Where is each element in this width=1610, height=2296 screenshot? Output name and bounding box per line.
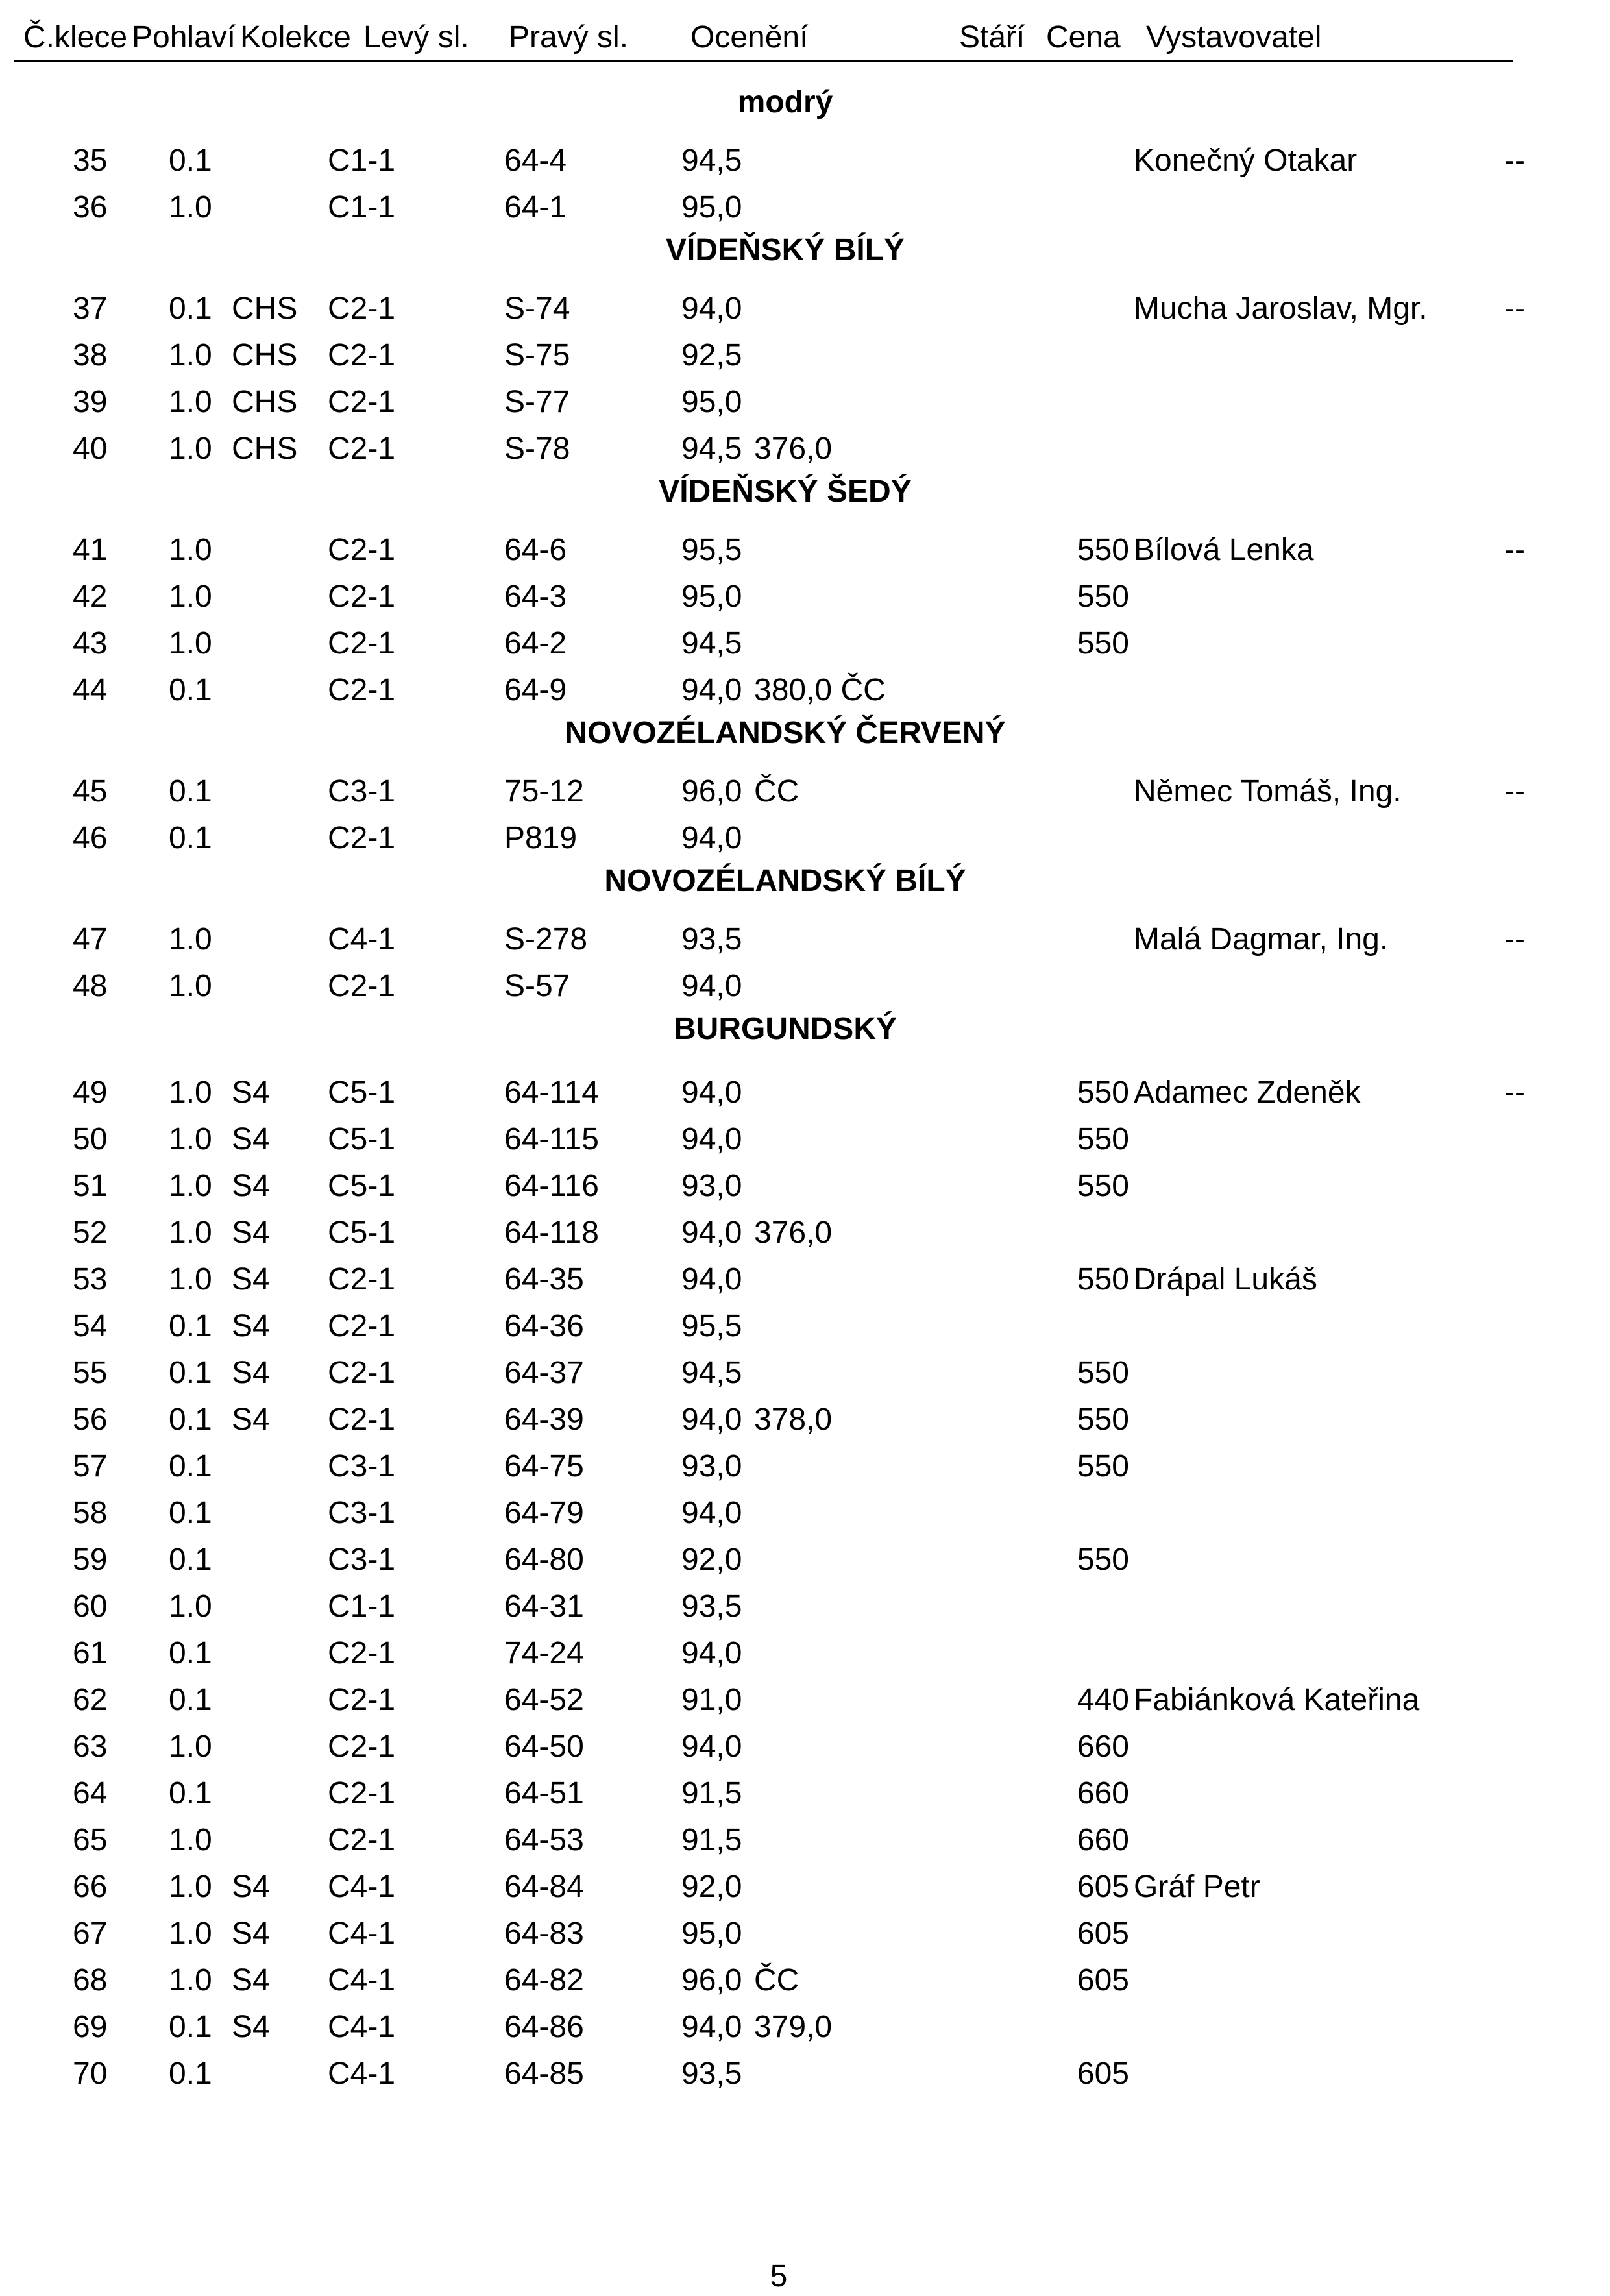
cell-left-ear-tattoo: C3-1 bbox=[328, 774, 396, 809]
cell-cage-number: 54 bbox=[73, 1309, 108, 1343]
cell-cage-number: 62 bbox=[73, 1683, 108, 1717]
cell-cage-number: 63 bbox=[73, 1729, 108, 1764]
cell-left-ear-tattoo: C2-1 bbox=[328, 1683, 396, 1717]
cell-collection: S4 bbox=[232, 1262, 270, 1297]
cell-sex: 1.0 bbox=[169, 533, 212, 567]
cell-collection: CHS bbox=[232, 291, 298, 326]
cell-sex: 0.1 bbox=[169, 1402, 212, 1437]
cell-left-ear-tattoo: C3-1 bbox=[328, 1449, 396, 1484]
cell-sex: 1.0 bbox=[169, 626, 212, 661]
cell-cage-number: 59 bbox=[73, 1543, 108, 1577]
cell-right-ear-tattoo: 64-50 bbox=[504, 1729, 584, 1764]
cell-cage-number: 52 bbox=[73, 1215, 108, 1250]
table-row bbox=[0, 815, 1610, 862]
cell-cage-number: 36 bbox=[73, 190, 108, 225]
cell-score: 91,0 bbox=[681, 1683, 742, 1717]
cell-right-ear-tattoo: S-74 bbox=[504, 291, 570, 326]
cell-right-ear-tattoo: 64-85 bbox=[504, 2057, 584, 2091]
cell-sex: 1.0 bbox=[169, 1963, 212, 1997]
cell-sex: 1.0 bbox=[169, 969, 212, 1003]
cell-collection: CHS bbox=[232, 338, 298, 372]
cell-left-ear-tattoo: C3-1 bbox=[328, 1496, 396, 1530]
cell-left-ear-tattoo: C2-1 bbox=[328, 385, 396, 419]
table-row bbox=[0, 1397, 1610, 1443]
cell-left-ear-tattoo: C2-1 bbox=[328, 1262, 396, 1297]
cell-score: 94,0 bbox=[681, 1075, 742, 1110]
cell-sex: 0.1 bbox=[169, 143, 212, 178]
table-row bbox=[0, 1116, 1610, 1163]
cell-collection-total: 380,0 ČC bbox=[754, 673, 886, 707]
cell-score: 94,0 bbox=[681, 673, 742, 707]
cell-left-ear-tattoo: C2-1 bbox=[328, 1636, 396, 1670]
cell-cage-number: 66 bbox=[73, 1870, 108, 1904]
cell-right-ear-tattoo: 64-1 bbox=[504, 190, 567, 225]
table-row bbox=[0, 1163, 1610, 1210]
cell-right-ear-tattoo: S-57 bbox=[504, 969, 570, 1003]
cell-left-ear-tattoo: C2-1 bbox=[328, 1823, 396, 1857]
table-row bbox=[0, 963, 1610, 1010]
table-row bbox=[0, 184, 1610, 231]
cell-cage-number: 41 bbox=[73, 533, 108, 567]
cell-right-ear-tattoo: 64-82 bbox=[504, 1963, 584, 1997]
cell-exhibitor: Drápal Lukáš bbox=[1134, 1262, 1317, 1297]
cell-right-ear-tattoo: 64-53 bbox=[504, 1823, 584, 1857]
cell-cage-number: 50 bbox=[73, 1122, 108, 1156]
cell-left-ear-tattoo: C2-1 bbox=[328, 626, 396, 661]
table-row bbox=[0, 574, 1610, 620]
table-row bbox=[0, 332, 1610, 379]
cell-price: 550 bbox=[1077, 1543, 1129, 1577]
cell-price: 550 bbox=[1077, 1169, 1129, 1203]
table-row bbox=[0, 768, 1610, 815]
header-sex: Pohlaví bbox=[132, 20, 236, 55]
cell-right-ear-tattoo: 64-80 bbox=[504, 1543, 584, 1577]
cell-right-ear-tattoo: S-77 bbox=[504, 385, 570, 419]
cell-collection: S4 bbox=[232, 2010, 270, 2044]
cell-exhibitor: Gráf Petr bbox=[1134, 1870, 1260, 1904]
cell-sex: 1.0 bbox=[169, 1589, 212, 1624]
cell-right-ear-tattoo: S-278 bbox=[504, 922, 588, 957]
cell-right-ear-tattoo: 64-39 bbox=[504, 1402, 584, 1437]
cell-cage-number: 47 bbox=[73, 922, 108, 957]
cell-sex: 0.1 bbox=[169, 673, 212, 707]
cell-score: 94,5 bbox=[681, 626, 742, 661]
cell-score: 92,5 bbox=[681, 338, 742, 372]
table-row bbox=[0, 1069, 1610, 1116]
cell-collection: CHS bbox=[232, 432, 298, 466]
cell-exhibitor: Adamec Zdeněk bbox=[1134, 1075, 1361, 1110]
table-row bbox=[0, 286, 1610, 332]
cell-left-ear-tattoo: C2-1 bbox=[328, 432, 396, 466]
cell-right-ear-tattoo: 64-35 bbox=[504, 1262, 584, 1297]
cell-left-ear-tattoo: C4-1 bbox=[328, 922, 396, 957]
cell-right-ear-tattoo: 64-6 bbox=[504, 533, 567, 567]
breed-heading: NOVOZÉLANDSKÝ BÍLÝ bbox=[604, 864, 966, 898]
header-collection: Kolekce bbox=[240, 20, 351, 55]
cell-sex: 1.0 bbox=[169, 1729, 212, 1764]
cell-score: 95,5 bbox=[681, 533, 742, 567]
cell-collection: S4 bbox=[232, 1402, 270, 1437]
cell-left-ear-tattoo: C4-1 bbox=[328, 1916, 396, 1951]
cell-score: 94,0 bbox=[681, 1215, 742, 1250]
cell-score: 93,5 bbox=[681, 922, 742, 957]
cell-cage-number: 55 bbox=[73, 1356, 108, 1390]
cell-score: 92,0 bbox=[681, 1543, 742, 1577]
cell-dash: -- bbox=[1504, 143, 1525, 178]
cell-price: 550 bbox=[1077, 580, 1129, 614]
table-row bbox=[0, 1864, 1610, 1911]
cell-cage-number: 38 bbox=[73, 338, 108, 372]
cell-price: 440 bbox=[1077, 1683, 1129, 1717]
cell-right-ear-tattoo: 64-2 bbox=[504, 626, 567, 661]
cell-left-ear-tattoo: C4-1 bbox=[328, 1963, 396, 1997]
cell-left-ear-tattoo: C2-1 bbox=[328, 338, 396, 372]
cell-collection: S4 bbox=[232, 1075, 270, 1110]
cell-collection: S4 bbox=[232, 1356, 270, 1390]
cell-right-ear-tattoo: 75-12 bbox=[504, 774, 584, 809]
cell-price: 550 bbox=[1077, 1402, 1129, 1437]
cell-sex: 1.0 bbox=[169, 1122, 212, 1156]
table-row bbox=[0, 1770, 1610, 1817]
cell-sex: 0.1 bbox=[169, 1356, 212, 1390]
cell-score: 91,5 bbox=[681, 1823, 742, 1857]
cell-right-ear-tattoo: 64-3 bbox=[504, 580, 567, 614]
cell-left-ear-tattoo: C2-1 bbox=[328, 673, 396, 707]
cell-sex: 1.0 bbox=[169, 338, 212, 372]
header-cage-number: Č.klece bbox=[23, 20, 128, 55]
cell-left-ear-tattoo: C4-1 bbox=[328, 2010, 396, 2044]
cell-left-ear-tattoo: C1-1 bbox=[328, 143, 396, 178]
cell-price: 660 bbox=[1077, 1776, 1129, 1811]
cell-sex: 1.0 bbox=[169, 432, 212, 466]
cell-score: 94,5 bbox=[681, 143, 742, 178]
cell-score: 94,0 bbox=[681, 821, 742, 855]
cell-cage-number: 58 bbox=[73, 1496, 108, 1530]
cell-sex: 0.1 bbox=[169, 291, 212, 326]
cell-sex: 1.0 bbox=[169, 385, 212, 419]
cell-price: 550 bbox=[1077, 1262, 1129, 1297]
cell-left-ear-tattoo: C2-1 bbox=[328, 1776, 396, 1811]
cell-right-ear-tattoo: 64-84 bbox=[504, 1870, 584, 1904]
cell-cage-number: 46 bbox=[73, 821, 108, 855]
cell-dash: -- bbox=[1504, 533, 1525, 567]
cell-right-ear-tattoo: 64-83 bbox=[504, 1916, 584, 1951]
cell-sex: 0.1 bbox=[169, 1309, 212, 1343]
cell-score: 94,0 bbox=[681, 969, 742, 1003]
cell-score: 93,5 bbox=[681, 1589, 742, 1624]
cell-cage-number: 56 bbox=[73, 1402, 108, 1437]
cell-cage-number: 43 bbox=[73, 626, 108, 661]
cell-right-ear-tattoo: S-75 bbox=[504, 338, 570, 372]
page-number: 5 bbox=[770, 2259, 788, 2293]
cell-collection-total: 376,0 bbox=[754, 1215, 833, 1250]
cell-left-ear-tattoo: C5-1 bbox=[328, 1075, 396, 1110]
cell-right-ear-tattoo: 74-24 bbox=[504, 1636, 584, 1670]
cell-sex: 0.1 bbox=[169, 2057, 212, 2091]
table-row bbox=[0, 138, 1610, 184]
table-row bbox=[0, 1724, 1610, 1770]
table-row bbox=[0, 667, 1610, 714]
cell-score: 94,0 bbox=[681, 1729, 742, 1764]
cell-score: 93,0 bbox=[681, 1449, 742, 1484]
header-rating: Ocenění bbox=[690, 20, 809, 55]
cell-price: 550 bbox=[1077, 1122, 1129, 1156]
table-row bbox=[0, 1630, 1610, 1677]
cell-left-ear-tattoo: C4-1 bbox=[328, 1870, 396, 1904]
cell-left-ear-tattoo: C2-1 bbox=[328, 969, 396, 1003]
cell-score: 94,0 bbox=[681, 1402, 742, 1437]
table-row bbox=[0, 2004, 1610, 2051]
cell-cage-number: 40 bbox=[73, 432, 108, 466]
cell-right-ear-tattoo: 64-31 bbox=[504, 1589, 584, 1624]
cell-sex: 0.1 bbox=[169, 1683, 212, 1717]
breed-heading: BURGUNDSKÝ bbox=[673, 1012, 897, 1046]
table-row bbox=[0, 1537, 1610, 1583]
cell-score: 94,5 bbox=[681, 1356, 742, 1390]
cell-cage-number: 67 bbox=[73, 1916, 108, 1951]
breed-heading: NOVOZÉLANDSKÝ ČERVENÝ bbox=[565, 716, 1006, 750]
cell-price: 550 bbox=[1077, 1356, 1129, 1390]
table-row bbox=[0, 426, 1610, 472]
cell-sex: 0.1 bbox=[169, 2010, 212, 2044]
cell-left-ear-tattoo: C4-1 bbox=[328, 2057, 396, 2091]
cell-right-ear-tattoo: 64-79 bbox=[504, 1496, 584, 1530]
cell-exhibitor: Bílová Lenka bbox=[1134, 533, 1314, 567]
cell-score: 94,0 bbox=[681, 1636, 742, 1670]
cell-collection: S4 bbox=[232, 1215, 270, 1250]
cell-cage-number: 48 bbox=[73, 969, 108, 1003]
cell-right-ear-tattoo: 64-37 bbox=[504, 1356, 584, 1390]
cell-sex: 0.1 bbox=[169, 821, 212, 855]
cell-exhibitor: Konečný Otakar bbox=[1134, 143, 1358, 178]
breed-heading: modrý bbox=[737, 85, 833, 119]
table-row bbox=[0, 1350, 1610, 1397]
cell-score: 94,5 bbox=[681, 432, 742, 466]
cell-left-ear-tattoo: C5-1 bbox=[328, 1169, 396, 1203]
cell-sex: 0.1 bbox=[169, 1496, 212, 1530]
table-row bbox=[0, 379, 1610, 426]
cell-cage-number: 65 bbox=[73, 1823, 108, 1857]
table-row bbox=[0, 2051, 1610, 2097]
cell-sex: 1.0 bbox=[169, 1169, 212, 1203]
cell-score: 95,0 bbox=[681, 385, 742, 419]
cell-right-ear-tattoo: 64-52 bbox=[504, 1683, 584, 1717]
cell-cage-number: 60 bbox=[73, 1589, 108, 1624]
cell-left-ear-tattoo: C2-1 bbox=[328, 533, 396, 567]
table-row bbox=[0, 1443, 1610, 1490]
cell-right-ear-tattoo: 64-118 bbox=[504, 1215, 599, 1250]
cell-cage-number: 68 bbox=[73, 1963, 108, 1997]
cell-collection: CHS bbox=[232, 385, 298, 419]
header-right-ear: Pravý sl. bbox=[509, 20, 629, 55]
cell-left-ear-tattoo: C5-1 bbox=[328, 1122, 396, 1156]
cell-price: 550 bbox=[1077, 533, 1129, 567]
cell-price: 605 bbox=[1077, 2057, 1129, 2091]
cell-cage-number: 35 bbox=[73, 143, 108, 178]
cell-left-ear-tattoo: C2-1 bbox=[328, 1309, 396, 1343]
cell-score: 91,5 bbox=[681, 1776, 742, 1811]
header-divider bbox=[14, 60, 1513, 62]
cell-cage-number: 53 bbox=[73, 1262, 108, 1297]
cell-cage-number: 51 bbox=[73, 1169, 108, 1203]
cell-cage-number: 44 bbox=[73, 673, 108, 707]
table-row bbox=[0, 1911, 1610, 1957]
table-row bbox=[0, 1303, 1610, 1350]
cell-collection-total: 378,0 bbox=[754, 1402, 833, 1437]
table-row bbox=[0, 916, 1610, 963]
cell-score: 96,0 bbox=[681, 1963, 742, 1997]
cell-sex: 1.0 bbox=[169, 1215, 212, 1250]
cell-cage-number: 45 bbox=[73, 774, 108, 809]
cell-right-ear-tattoo: P819 bbox=[504, 821, 578, 855]
cell-sex: 1.0 bbox=[169, 580, 212, 614]
cell-sex: 1.0 bbox=[169, 922, 212, 957]
cell-right-ear-tattoo: 64-114 bbox=[504, 1075, 599, 1110]
cell-sex: 0.1 bbox=[169, 1543, 212, 1577]
table-row bbox=[0, 1957, 1610, 2004]
cell-score: 94,0 bbox=[681, 2010, 742, 2044]
cell-collection: S4 bbox=[232, 1963, 270, 1997]
cell-price: 660 bbox=[1077, 1729, 1129, 1764]
cell-right-ear-tattoo: S-78 bbox=[504, 432, 570, 466]
cell-dash: -- bbox=[1504, 1075, 1525, 1110]
table-row bbox=[0, 1210, 1610, 1256]
cell-right-ear-tattoo: 64-4 bbox=[504, 143, 567, 178]
cell-price: 605 bbox=[1077, 1963, 1129, 1997]
cell-price: 550 bbox=[1077, 626, 1129, 661]
table-row bbox=[0, 1677, 1610, 1724]
table-row bbox=[0, 620, 1610, 667]
cell-dash: -- bbox=[1504, 922, 1525, 957]
cell-cage-number: 42 bbox=[73, 580, 108, 614]
cell-collection: S4 bbox=[232, 1870, 270, 1904]
cell-price: 605 bbox=[1077, 1916, 1129, 1951]
cell-exhibitor: Fabiánková Kateřina bbox=[1134, 1683, 1420, 1717]
cell-left-ear-tattoo: C2-1 bbox=[328, 1402, 396, 1437]
cell-score: 95,5 bbox=[681, 1309, 742, 1343]
header-left-ear: Levý sl. bbox=[363, 20, 469, 55]
cell-dash: -- bbox=[1504, 291, 1525, 326]
cell-dash: -- bbox=[1504, 774, 1525, 809]
cell-cage-number: 61 bbox=[73, 1636, 108, 1670]
cell-sex: 1.0 bbox=[169, 190, 212, 225]
cell-collection-total: 376,0 bbox=[754, 432, 833, 466]
cell-score: 96,0 bbox=[681, 774, 742, 809]
cell-left-ear-tattoo: C1-1 bbox=[328, 1589, 396, 1624]
table-row bbox=[0, 1817, 1610, 1864]
cell-left-ear-tattoo: C2-1 bbox=[328, 821, 396, 855]
cell-score: 95,0 bbox=[681, 190, 742, 225]
cell-cage-number: 37 bbox=[73, 291, 108, 326]
cell-left-ear-tattoo: C2-1 bbox=[328, 1356, 396, 1390]
cell-left-ear-tattoo: C5-1 bbox=[328, 1215, 396, 1250]
cell-cage-number: 39 bbox=[73, 385, 108, 419]
cell-sex: 1.0 bbox=[169, 1870, 212, 1904]
table-row bbox=[0, 1583, 1610, 1630]
cell-right-ear-tattoo: 64-75 bbox=[504, 1449, 584, 1484]
cell-sex: 0.1 bbox=[169, 1776, 212, 1811]
cell-cage-number: 57 bbox=[73, 1449, 108, 1484]
table-row bbox=[0, 1490, 1610, 1537]
cell-score: 93,0 bbox=[681, 1169, 742, 1203]
cell-left-ear-tattoo: C1-1 bbox=[328, 190, 396, 225]
cell-price: 550 bbox=[1077, 1449, 1129, 1484]
cell-score: 95,0 bbox=[681, 1916, 742, 1951]
cell-price: 660 bbox=[1077, 1823, 1129, 1857]
cell-cage-number: 64 bbox=[73, 1776, 108, 1811]
cell-score: 94,0 bbox=[681, 291, 742, 326]
header-age: Stáří bbox=[959, 20, 1025, 55]
cell-collection: S4 bbox=[232, 1916, 270, 1951]
cell-collection: S4 bbox=[232, 1309, 270, 1343]
cell-sex: 1.0 bbox=[169, 1916, 212, 1951]
cell-price: 550 bbox=[1077, 1075, 1129, 1110]
cell-collection-total: 379,0 bbox=[754, 2010, 833, 2044]
cell-sex: 1.0 bbox=[169, 1823, 212, 1857]
cell-score: 94,0 bbox=[681, 1496, 742, 1530]
cell-sex: 1.0 bbox=[169, 1262, 212, 1297]
cell-sex: 1.0 bbox=[169, 1075, 212, 1110]
cell-left-ear-tattoo: C3-1 bbox=[328, 1543, 396, 1577]
cell-collection-total: ČC bbox=[754, 774, 799, 809]
cell-right-ear-tattoo: 64-116 bbox=[504, 1169, 599, 1203]
cell-cage-number: 70 bbox=[73, 2057, 108, 2091]
cell-cage-number: 69 bbox=[73, 2010, 108, 2044]
cell-left-ear-tattoo: C2-1 bbox=[328, 580, 396, 614]
cell-sex: 0.1 bbox=[169, 774, 212, 809]
cell-right-ear-tattoo: 64-9 bbox=[504, 673, 567, 707]
cell-collection-total: ČC bbox=[754, 1963, 799, 1997]
header-price: Cena bbox=[1046, 20, 1121, 55]
cell-left-ear-tattoo: C2-1 bbox=[328, 1729, 396, 1764]
breed-heading: VÍDEŇSKÝ ŠEDÝ bbox=[659, 474, 912, 509]
cell-collection: S4 bbox=[232, 1122, 270, 1156]
cell-score: 92,0 bbox=[681, 1870, 742, 1904]
cell-right-ear-tattoo: 64-86 bbox=[504, 2010, 584, 2044]
table-row bbox=[0, 1256, 1610, 1303]
cell-right-ear-tattoo: 64-115 bbox=[504, 1122, 599, 1156]
cell-right-ear-tattoo: 64-51 bbox=[504, 1776, 584, 1811]
cell-exhibitor: Němec Tomáš, Ing. bbox=[1134, 774, 1402, 809]
cell-sex: 0.1 bbox=[169, 1449, 212, 1484]
cell-collection: S4 bbox=[232, 1169, 270, 1203]
cell-score: 94,0 bbox=[681, 1122, 742, 1156]
cell-exhibitor: Malá Dagmar, Ing. bbox=[1134, 922, 1389, 957]
cell-score: 95,0 bbox=[681, 580, 742, 614]
cell-left-ear-tattoo: C2-1 bbox=[328, 291, 396, 326]
cell-sex: 0.1 bbox=[169, 1636, 212, 1670]
cell-score: 94,0 bbox=[681, 1262, 742, 1297]
breed-heading: VÍDEŇSKÝ BÍLÝ bbox=[665, 233, 905, 267]
cell-right-ear-tattoo: 64-36 bbox=[504, 1309, 584, 1343]
cell-cage-number: 49 bbox=[73, 1075, 108, 1110]
cell-exhibitor: Mucha Jaroslav, Mgr. bbox=[1134, 291, 1428, 326]
cell-score: 93,5 bbox=[681, 2057, 742, 2091]
cell-price: 605 bbox=[1077, 1870, 1129, 1904]
header-exhibitor: Vystavovatel bbox=[1146, 20, 1322, 55]
table-row bbox=[0, 527, 1610, 574]
